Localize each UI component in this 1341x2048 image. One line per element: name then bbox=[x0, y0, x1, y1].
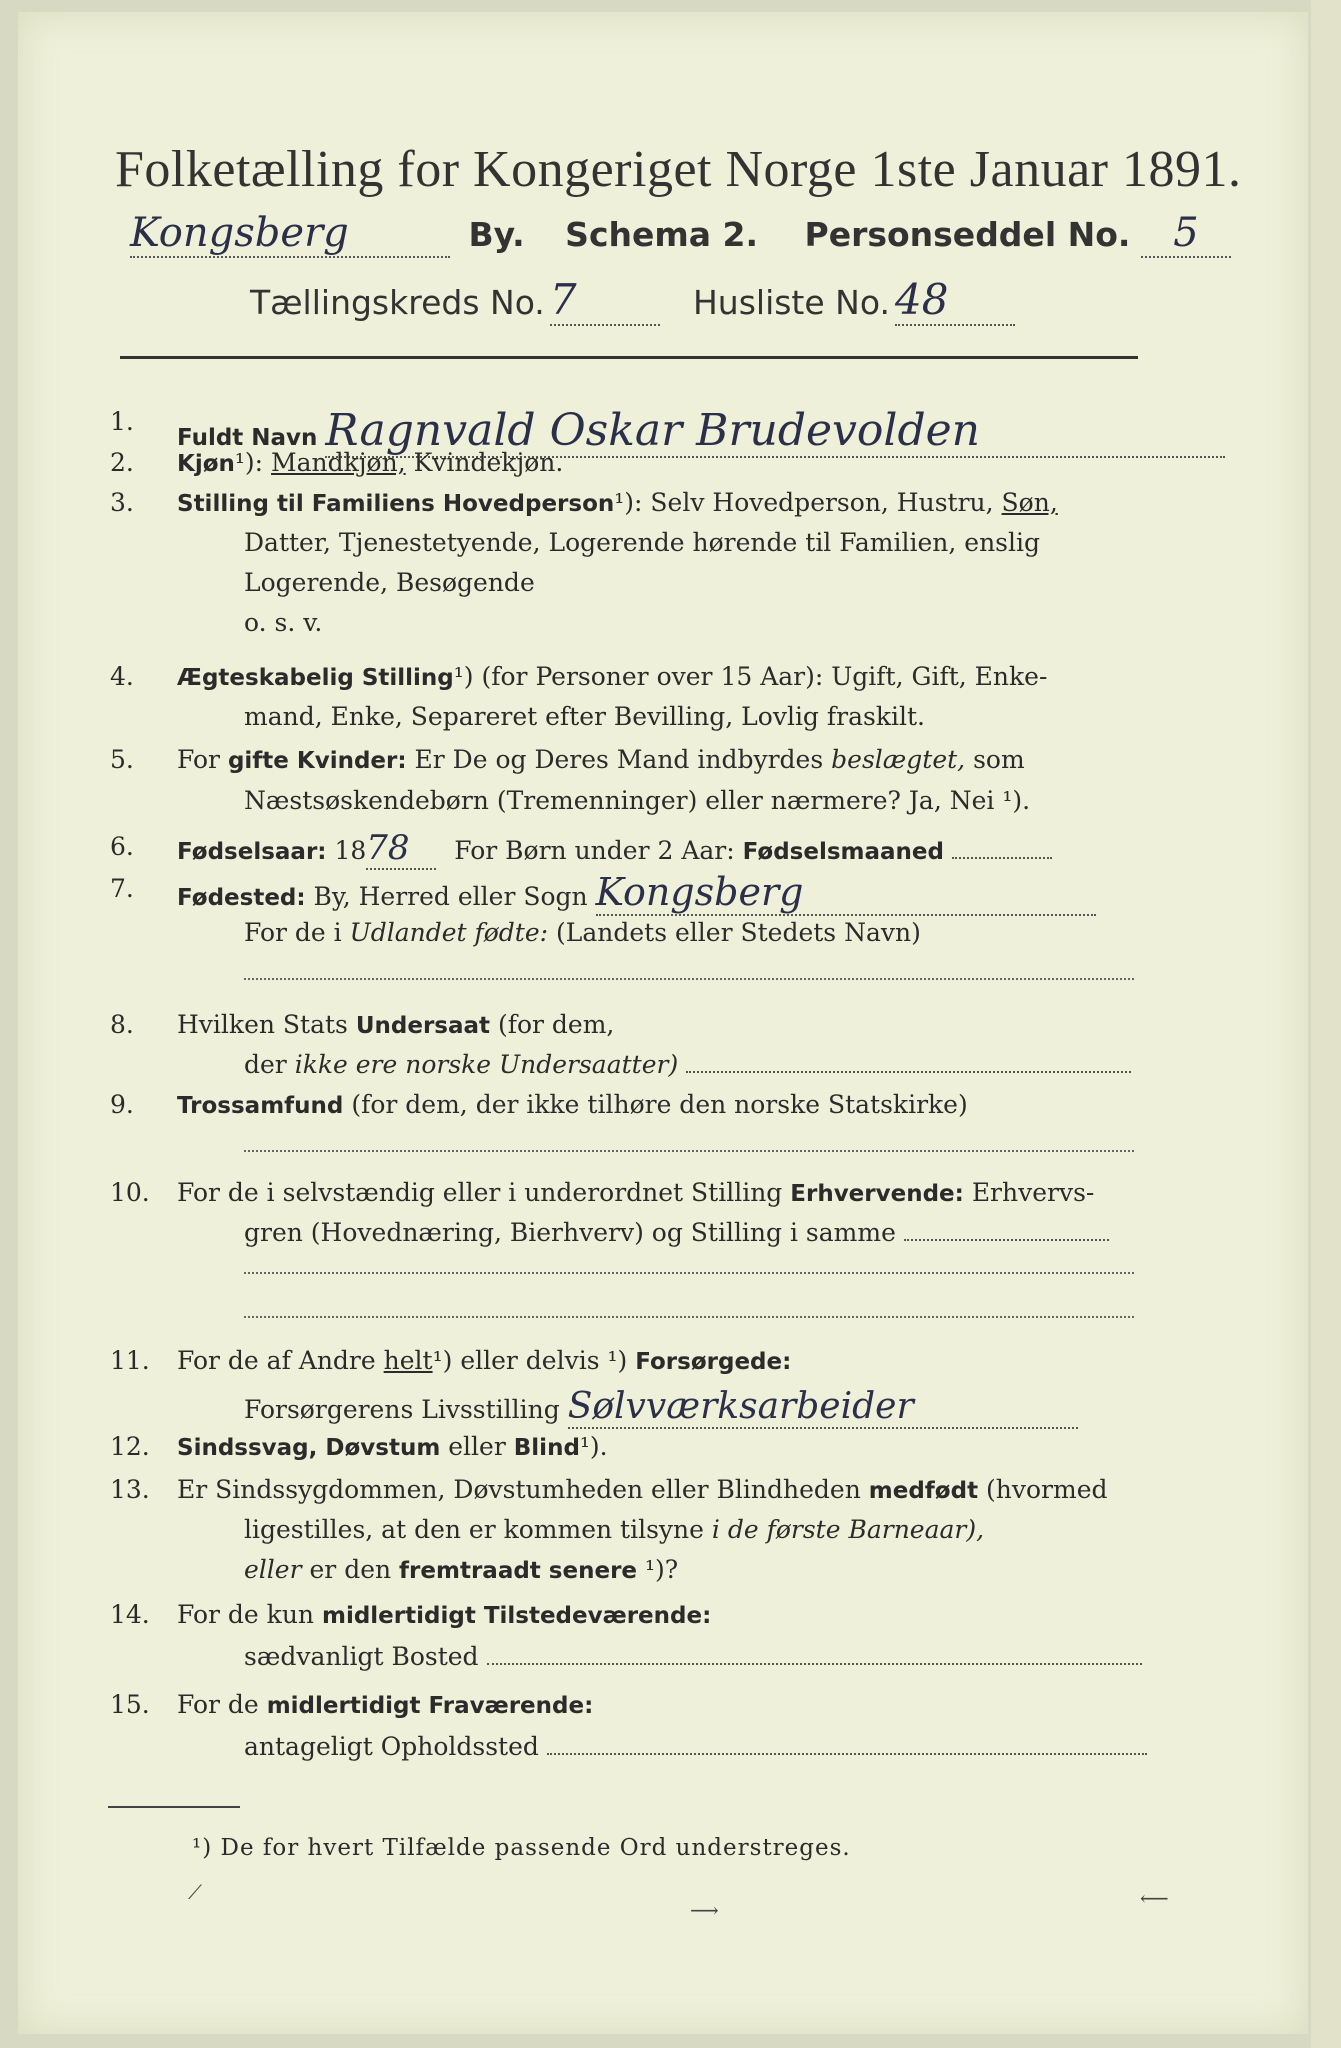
foreign-birthplace-field bbox=[244, 978, 1134, 980]
kreds-label: Tællingskreds No. bbox=[250, 283, 545, 322]
item-13-text-a: Er Sindssygdommen, Døvstumheden eller Blindheden bbox=[177, 1475, 861, 1504]
nationality-field bbox=[686, 1071, 1131, 1073]
subject-label: Undersaat bbox=[355, 1013, 491, 1039]
item-8-line2-b: ikke ere norske Undersaatter) bbox=[294, 1050, 679, 1079]
item-8-line-1 bbox=[177, 1010, 614, 1039]
occupation-field bbox=[904, 1239, 1109, 1241]
item-13-line3-a: eller bbox=[244, 1555, 302, 1584]
sex-footnote-mark: ¹): bbox=[234, 448, 264, 477]
item-14-line-1 bbox=[177, 1600, 711, 1629]
item-11-line-2 bbox=[244, 1386, 1078, 1429]
birthplace-value: Kongsberg bbox=[596, 870, 1096, 916]
married-women-label: gifte Kvinder: bbox=[227, 748, 407, 774]
occupation-label: Erhvervende: bbox=[790, 1181, 964, 1207]
item-8-number: 8. bbox=[110, 1010, 134, 1039]
item-14-line-2 bbox=[244, 1642, 1142, 1671]
item-11-text-b: ¹) eller delvis ¹) bbox=[432, 1346, 628, 1375]
item-3-line-4: o. s. v. bbox=[244, 608, 323, 637]
item-15-line-1 bbox=[177, 1690, 593, 1719]
item-13-line3-c: ¹)? bbox=[644, 1555, 679, 1584]
item-15-pre: For de bbox=[177, 1690, 259, 1719]
item-4-number: 4. bbox=[110, 662, 134, 691]
corner-mark-middle: ⟶ bbox=[690, 1898, 719, 1922]
item-5-line-2: Næstsøskendebørn (Tremenninger) eller nærmere? Ja, Nei ¹). bbox=[244, 786, 1031, 815]
header-line-town bbox=[130, 210, 1231, 258]
kreds-number: 7 bbox=[550, 275, 660, 326]
item-13-line2-a: ligestilles, at den er kommen tilsyne bbox=[244, 1515, 704, 1544]
item-15-number: 15. bbox=[110, 1690, 150, 1719]
item-5-text-b: beslægtet, bbox=[831, 745, 966, 774]
item-2 bbox=[177, 448, 563, 477]
marital-status-label: Ægteskabelig Stilling bbox=[177, 665, 454, 691]
disability-or: eller bbox=[448, 1432, 506, 1461]
page-edge bbox=[1311, 0, 1341, 2048]
footnote: ¹) De for hvert Tilfælde passende Ord understreges. bbox=[192, 1835, 851, 1861]
husliste-number: 48 bbox=[895, 275, 1015, 326]
item-7-line2-a: For de i bbox=[244, 918, 342, 947]
supporter-occupation-label: Forsørgerens Livsstilling bbox=[244, 1395, 560, 1424]
form-title: Folketælling for Kongeriget Norge 1ste Januar 1891. bbox=[115, 141, 1242, 198]
probable-residence-label: antageligt Opholdssted bbox=[244, 1732, 539, 1761]
item-6-number: 6. bbox=[110, 832, 134, 861]
occupation-field-2 bbox=[244, 1272, 1134, 1274]
item-11-text-a: For de af Andre bbox=[177, 1346, 376, 1375]
birth-year-label: Fødselsaar: bbox=[177, 839, 327, 865]
item-4-line-1 bbox=[177, 662, 1047, 691]
disability-label-2: Blind bbox=[513, 1435, 580, 1461]
item-10-number: 10. bbox=[110, 1178, 150, 1207]
birth-month-label: Fødselsmaaned bbox=[742, 839, 944, 865]
personseddel-number: 5 bbox=[1141, 210, 1231, 258]
item-7-line2-b: Udlandet fødte: bbox=[349, 918, 549, 947]
item-12 bbox=[177, 1432, 608, 1461]
item-5-number: 5. bbox=[110, 745, 134, 774]
item-7-line-2 bbox=[244, 918, 921, 947]
full-name-value: Ragnvald Oskar Brudevolden bbox=[325, 405, 1225, 458]
header-rule bbox=[120, 356, 1138, 359]
family-position-son: Søn, bbox=[1001, 488, 1058, 517]
item-7-line-1 bbox=[177, 870, 1096, 916]
item-8-text-b: (for dem, bbox=[497, 1010, 615, 1039]
item-14-pre: For de kun bbox=[177, 1600, 315, 1629]
item-7-line2-c: (Landets eller Stedets Navn) bbox=[556, 918, 921, 947]
family-position-options-a: Selv Hovedperson, Hustru, bbox=[650, 488, 994, 517]
item-10-text-a: For de i selvstændig eller i underordnet Stilling bbox=[177, 1178, 783, 1207]
sex-option-female: Kvindekjøn. bbox=[413, 448, 564, 477]
religion-text: (for dem, der ikke tilhøre den norske Statskirke) bbox=[351, 1090, 968, 1119]
footnote-rule bbox=[108, 1806, 240, 1808]
item-1-number: 1. bbox=[110, 407, 134, 436]
item-5-text-a: Er De og Deres Mand indbyrdes bbox=[414, 745, 824, 774]
personseddel-label: Personseddel No. bbox=[804, 215, 1131, 254]
birthplace-label: Fødested: bbox=[177, 885, 306, 911]
item-14-number: 14. bbox=[110, 1600, 150, 1629]
item-10-line-1 bbox=[177, 1178, 1094, 1207]
later-onset-label: fremtraadt senere bbox=[399, 1558, 638, 1584]
item-13-line3-b: er den bbox=[309, 1555, 392, 1584]
supporter-occupation-value: Sølvværksarbeider bbox=[568, 1386, 1078, 1429]
item-8-line2-a: der bbox=[244, 1050, 287, 1079]
congenital-label: medfødt bbox=[868, 1478, 979, 1504]
item-8-line-2 bbox=[244, 1050, 1131, 1079]
item-11-number: 11. bbox=[110, 1346, 150, 1375]
birth-year-value: 78 bbox=[366, 828, 436, 870]
item-9-number: 9. bbox=[110, 1090, 134, 1119]
item-13-line2-b: i de første Barneaar), bbox=[711, 1515, 985, 1544]
schema-label: Schema 2. bbox=[565, 215, 759, 254]
item-5-line-1 bbox=[177, 745, 1025, 774]
item-6 bbox=[177, 828, 1052, 870]
husliste-label: Husliste No. bbox=[692, 283, 890, 322]
item-5-pre: For bbox=[177, 745, 220, 774]
item-13-line-2 bbox=[244, 1515, 984, 1544]
item-13-line-1 bbox=[177, 1475, 1108, 1504]
birth-month-field bbox=[952, 857, 1052, 859]
family-position-footnote: ¹): bbox=[614, 488, 643, 517]
item-10-line2-text: gren (Hovednæring, Bierhverv) og Stilling i samme bbox=[244, 1218, 896, 1247]
corner-mark-right: ⟵ bbox=[1140, 1886, 1169, 1910]
marital-options-a: (for Personer over 15 Aar): Ugift, Gift, Enke- bbox=[481, 662, 1048, 691]
birthplace-text: By, Herred eller Sogn bbox=[313, 882, 588, 911]
item-3-line-3: Logerende, Besøgende bbox=[244, 568, 535, 597]
item-13-text-b: (hvormed bbox=[986, 1475, 1108, 1504]
disability-footnote: ¹). bbox=[579, 1432, 608, 1461]
full-name-label: Fuldt Navn bbox=[177, 425, 318, 451]
item-3-line-2: Datter, Tjenestetyende, Logerende hørende til Familien, enslig bbox=[244, 528, 1041, 557]
header-line-kreds bbox=[250, 275, 1015, 326]
item-13-number: 13. bbox=[110, 1475, 150, 1504]
item-7-number: 7. bbox=[110, 874, 134, 903]
item-15-line-2 bbox=[244, 1732, 1147, 1761]
item-10-text-b: Erhvervs- bbox=[971, 1178, 1095, 1207]
usual-residence-field bbox=[487, 1663, 1142, 1665]
temporary-absent-label: midlertidigt Fraværende: bbox=[266, 1693, 594, 1719]
religion-field bbox=[244, 1150, 1134, 1152]
item-4-line-2: mand, Enke, Separeret efter Bevilling, Lovlig fraskilt. bbox=[244, 702, 925, 731]
usual-residence-label: sædvanligt Bosted bbox=[244, 1642, 479, 1671]
item-2-number: 2. bbox=[110, 448, 134, 477]
item-12-number: 12. bbox=[110, 1432, 150, 1461]
item-8-text-a: Hvilken Stats bbox=[177, 1010, 348, 1039]
birth-year-prefix: 18 bbox=[334, 836, 367, 865]
item-5-text-c: som bbox=[973, 745, 1025, 774]
town-handwritten: Kongsberg bbox=[130, 210, 450, 258]
item-9 bbox=[177, 1090, 968, 1119]
marital-footnote: ¹) bbox=[453, 662, 474, 691]
sex-option-male: Mandkjøn, bbox=[271, 448, 406, 477]
sex-label: Kjøn bbox=[177, 451, 235, 477]
probable-residence-field bbox=[547, 1753, 1147, 1755]
item-10-line-2 bbox=[244, 1218, 1109, 1247]
item-3-number: 3. bbox=[110, 488, 134, 517]
temporary-present-label: midlertidigt Tilstedeværende: bbox=[321, 1603, 712, 1629]
item-3-line-1 bbox=[177, 488, 1058, 517]
item-13-line-3 bbox=[244, 1555, 678, 1584]
birth-month-note: For Børn under 2 Aar: bbox=[454, 836, 735, 865]
religion-label: Trossamfund bbox=[177, 1093, 344, 1119]
disability-label-1: Sindssvag, Døvstum bbox=[177, 1435, 441, 1461]
family-position-label: Stilling til Familiens Hovedperson bbox=[177, 491, 615, 517]
supported-label: Forsørgede: bbox=[635, 1349, 792, 1375]
item-11-line-1 bbox=[177, 1346, 791, 1375]
item-11-helt: helt bbox=[383, 1346, 433, 1375]
by-label: By. bbox=[468, 215, 525, 254]
occupation-field-3 bbox=[244, 1316, 1134, 1318]
corner-mark-left: ⟋ bbox=[188, 1880, 202, 1904]
